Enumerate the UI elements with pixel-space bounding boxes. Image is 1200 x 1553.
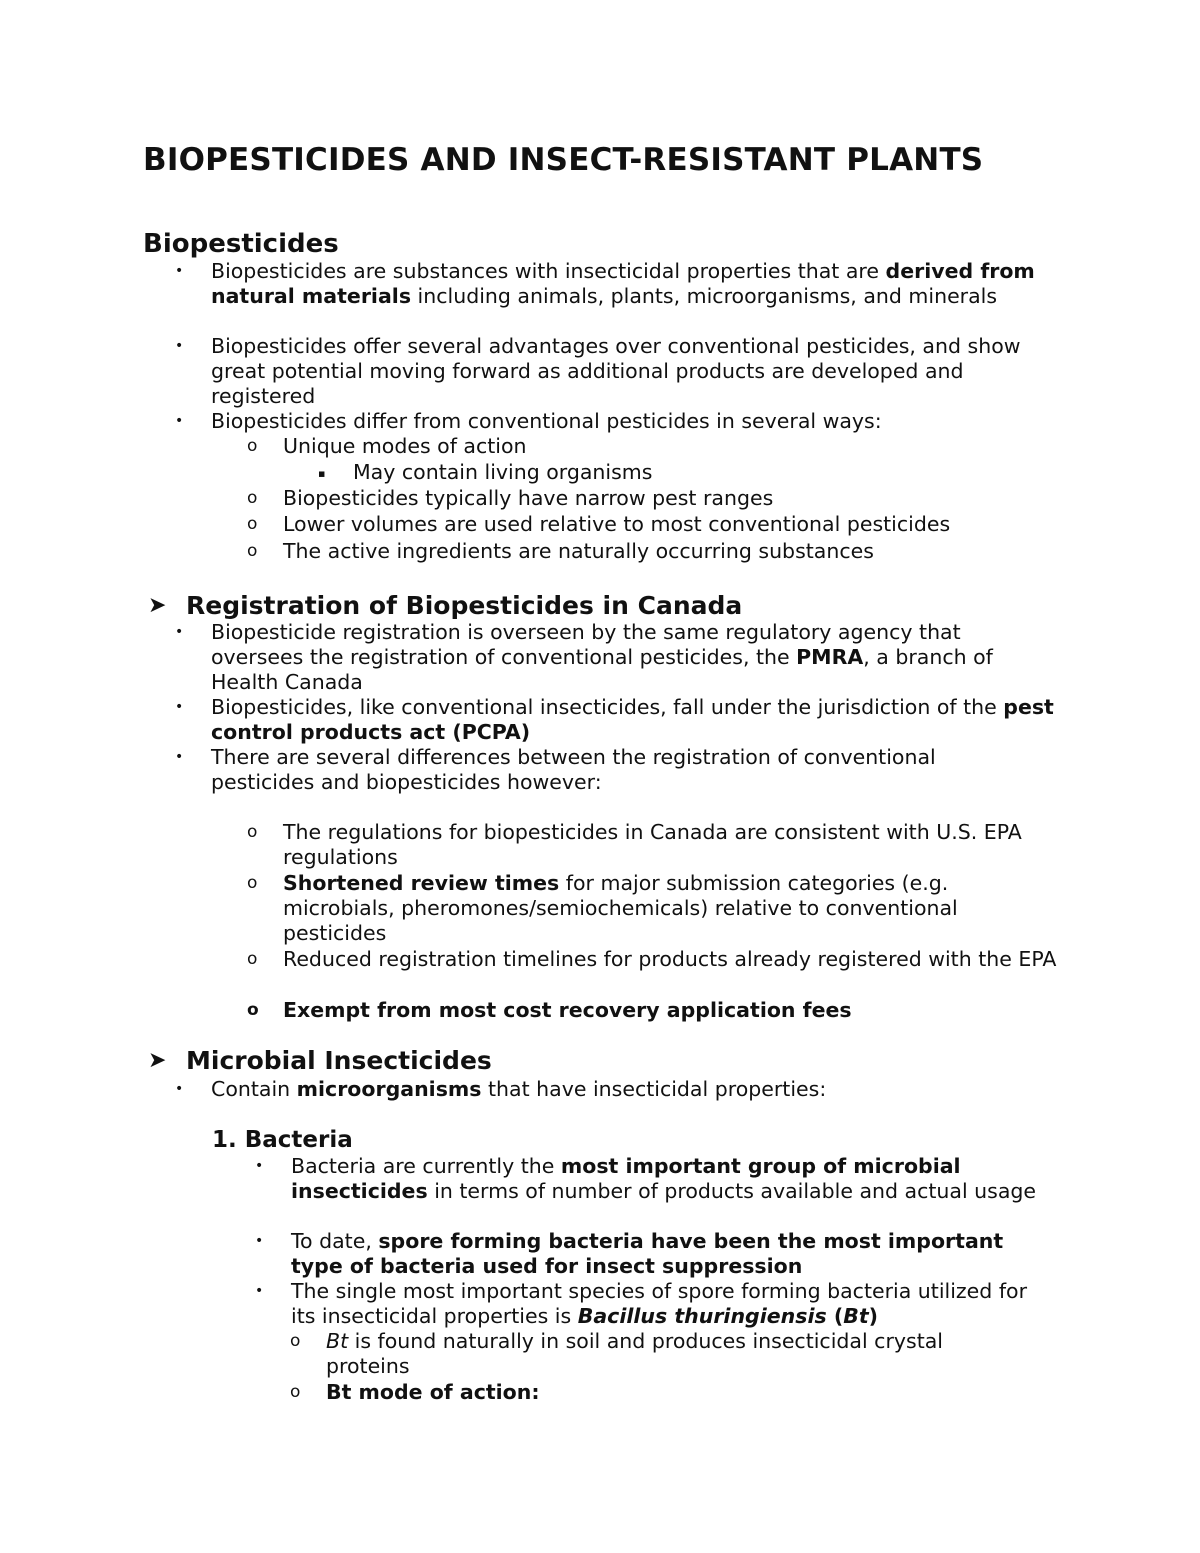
- list-item: ▪ May contain living organisms: [318, 460, 653, 484]
- list-item: • There are several differences between the registration of conventional pesticides and biopesticides however:: [175, 745, 936, 794]
- circle-bullet-icon: o: [290, 1331, 301, 1351]
- list-item: o Unique modes of action: [247, 434, 527, 458]
- list-item: • Biopesticide registration is overseen by the same regulatory agency that oversees the registration of conventional pesticides, the PMRA, a branch of Health Canada: [175, 620, 993, 694]
- circle-bullet-icon: o: [247, 514, 258, 534]
- circle-bullet-icon: o: [247, 436, 258, 456]
- list-item: o Shortened review times for major submission categories (e.g. microbials, pheromones/semiochemicals) relative to conventional pesticides: [247, 871, 958, 945]
- circle-bullet-icon: o: [247, 949, 258, 969]
- list-item: o Lower volumes are used relative to most conventional pesticides: [247, 512, 951, 536]
- circle-bullet-icon: o: [247, 822, 258, 842]
- microbial-list: [0, 1077, 1200, 1102]
- list-item: o Exempt from most cost recovery application fees: [247, 998, 852, 1022]
- list-item: o Reduced registration timelines for products already registered with the EPA: [247, 947, 1057, 971]
- arrow-icon: ➤: [148, 1048, 167, 1073]
- list-item: • To date, spore forming bacteria have been the most important type of bacteria used for insect suppression: [255, 1229, 1004, 1278]
- list-item: • Biopesticides differ from conventional pesticides in several ways:: [175, 409, 882, 433]
- document-title: BIOPESTICIDES AND INSECT-RESISTANT PLANTS: [143, 142, 984, 178]
- circle-bullet-icon: o: [290, 1382, 301, 1402]
- list-item: o The active ingredients are naturally occurring substances: [247, 539, 874, 563]
- bullet-icon: •: [255, 1283, 264, 1299]
- bullet-icon: •: [175, 624, 184, 640]
- circle-bullet-icon: o: [247, 541, 258, 561]
- arrow-icon: ➤: [148, 593, 167, 618]
- bullet-icon: •: [255, 1233, 264, 1249]
- list-item: o Bt mode of action:: [290, 1380, 540, 1404]
- list-item: • The single most important species of spore forming bacteria utilized for its insecticidal properties is Bacillus thuringiensis (Bt): [255, 1279, 1028, 1328]
- list-item: o Bt is found naturally in soil and produces insecticidal crystal proteins: [290, 1329, 943, 1378]
- list-item: • Bacteria are currently the most important group of microbial insecticides in terms of number of products available and actual usage: [255, 1154, 1037, 1203]
- list-item: • Biopesticides offer several advantages over conventional pesticides, and show great potential moving forward as additional products are developed and registered: [175, 334, 1021, 408]
- list-item: o The regulations for biopesticides in Canada are consistent with U.S. EPA regulations: [247, 820, 1022, 869]
- registration-list: [0, 620, 1200, 1024]
- bullet-icon: •: [175, 749, 184, 765]
- bullet-icon: •: [255, 1158, 264, 1174]
- circle-bullet-icon: o: [247, 873, 258, 893]
- bullet-icon: •: [175, 338, 184, 354]
- square-bullet-icon: ▪: [318, 467, 326, 480]
- bullet-icon: •: [175, 699, 184, 715]
- list-item: • Contain microorganisms that have insecticidal properties:: [175, 1077, 827, 1101]
- bacteria-list: [0, 1154, 1200, 1406]
- bullet-icon: •: [175, 263, 184, 279]
- circle-bullet-icon: o: [247, 1000, 259, 1020]
- heading-biopesticides: Biopesticides: [143, 229, 339, 259]
- biopesticides-list: [0, 259, 1200, 565]
- list-item: o Biopesticides typically have narrow pest ranges: [247, 486, 774, 510]
- bullet-icon: •: [175, 1081, 184, 1097]
- subheading-bacteria: 1. Bacteria: [212, 1127, 353, 1153]
- document-page: BIOPESTICIDES AND INSECT-RESISTANT PLANTS Biopesticides • Biopesticides are substances with insecticidal properties that are derived from natural materials including animals, plants, microorganisms, and minerals • Biopesticides offer several advantages over conventional pesticides, and show great potential moving forward as additional products are developed and registered • Biopesticides differ from conventional pesticides in several ways: o Unique modes of action ▪ May contain living organisms o Biopesticides typically have narrow pest ranges o Lower volumes are used relative to most conventional pesticides o The active ingredients are naturally occurring substances ➤ Registration of Biopesticides in Canada • Biopesticide registration is overseen by the same regulatory agency that oversees the registration of conventional pesticides, the PMRA, a branch of Health Canada • Biopesticides, like conventional insecticides, fall under the jurisdiction of the pest control products act (PCPA) • There are several differences between the registration of conventional pesticides and biopesticides however: o The regulations for biopesticides in Canada are consistent with U.S. EPA regulations o Shortened review times for major submission categories (e.g. microbials, pheromones/semiochemicals) relative to conventional pesticides o Reduced registration timelines for products already registered with the EPA o Exempt from most cost recovery application fees ➤ Microbial Insecticides • Contain microorganisms that have insecticidal properties: 1. Bacteria • Bacteria are currently the most important group of microbial insecticides in terms of number of products available and actual usage • To date, spore forming bacteria have been the most important type of bacteria used for insect suppression • The single most important species of spore forming bacteria utilized for its insecticidal properties is Bacillus thuringiensis (Bt) o Bt is found naturally in soil and produces insecticidal crystal proteins o Bt mode of action:: [0, 0, 1200, 1553]
- bullet-icon: •: [175, 413, 184, 429]
- list-item: • Biopesticides are substances with insecticidal properties that are derived from natural materials including animals, plants, microorganisms, and minerals: [175, 259, 1035, 308]
- list-item: • Biopesticides, like conventional insecticides, fall under the jurisdiction of the pest control products act (PCPA): [175, 695, 1054, 744]
- circle-bullet-icon: o: [247, 488, 258, 508]
